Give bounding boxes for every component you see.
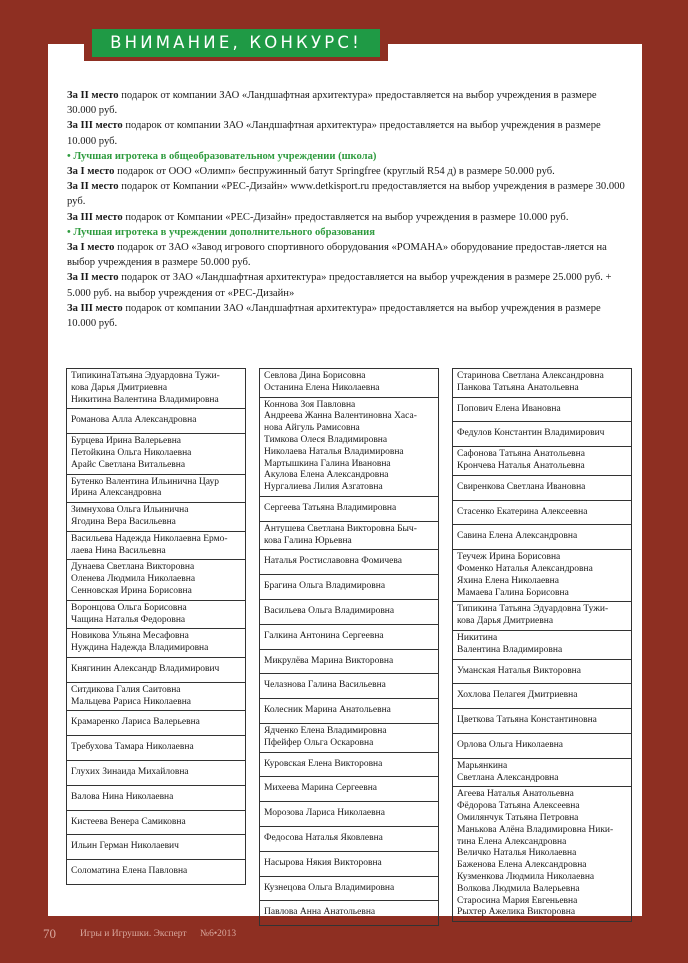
names-cell <box>260 900 438 925</box>
name-line: Колесник Марина Анатольевна <box>264 705 391 716</box>
name-line: Нуждина Надежда Владимировна <box>71 643 209 654</box>
name-line: Валентина Владимировна <box>457 644 563 655</box>
name-line: Фоменко Наталья Александровна <box>457 563 593 574</box>
prize-place: За II место <box>67 272 119 284</box>
prize-description: подарок от компании ЗАО «Ландшафтная архитектура» предоставляется на выбор учреждения в размере 30.000 руб. <box>67 90 597 117</box>
prize-place: За II место <box>67 90 119 101</box>
prize-place: За I место <box>67 242 115 254</box>
category-heading: • Лучшая игротека в учреждении дополнительного образования <box>67 226 375 238</box>
names-cell <box>260 826 438 851</box>
names-cell <box>453 708 631 733</box>
names-cell <box>67 859 245 884</box>
prize-place: За III место <box>67 120 123 132</box>
name-line: Ситдикова Галия Саитовна <box>71 684 181 695</box>
names-cell <box>453 421 631 446</box>
names-cell <box>260 397 438 496</box>
name-line: кова Галина Юрьевна <box>264 535 352 546</box>
names-cell <box>260 801 438 826</box>
names-cell <box>453 475 631 500</box>
name-line: кова Дарья Дмитриевна <box>71 382 168 393</box>
name-line: Новикова Ульяна Месафовна <box>71 631 189 642</box>
name-line: Светлана Александровна <box>457 772 559 783</box>
name-line: Васильева Ольга Владимировна <box>264 605 395 616</box>
banner-title: ВНИМАНИЕ, КОНКУРС! <box>92 29 380 57</box>
names-cell <box>453 397 631 422</box>
names-cell <box>260 752 438 777</box>
name-line: Глухих Зинаида Михайловна <box>71 766 189 777</box>
names-cell <box>67 474 245 503</box>
name-line: Теучеж Ирина Борисовна <box>457 552 561 563</box>
name-line: Орлова Ольга Николаевна <box>457 739 564 750</box>
name-line: Манькова Алёна Владимировна Ники- <box>457 824 614 835</box>
names-cell <box>67 682 245 711</box>
names-cell <box>67 810 245 835</box>
name-line: Никитина Валентина Владимировна <box>71 394 219 405</box>
name-line: Старинова Светлана Александровна <box>457 371 604 381</box>
name-line: Кузменкова Людмила Николаевна <box>457 871 595 882</box>
name-line: Зимнухова Ольга Ильинична <box>71 505 189 516</box>
name-line: Баженова Елена Александровна <box>457 860 587 871</box>
name-line: Хохлова Пелагея Дмитриевна <box>457 690 578 701</box>
names-column-1 <box>66 368 246 885</box>
names-cell <box>260 521 438 550</box>
name-line: Сергеева Татьяна Владимировна <box>264 502 397 513</box>
name-line: Севлова Дина Борисовна <box>264 371 366 381</box>
name-line: Волкова Людмила Валерьевна <box>457 883 580 894</box>
names-cell <box>67 657 245 682</box>
name-line: Никитина <box>457 632 498 643</box>
name-line: Галкина Антонина Сергеевна <box>264 630 384 641</box>
name-line: нова Айгуль Рамисовна <box>264 423 360 434</box>
names-cell <box>260 851 438 876</box>
prize-description: подарок от Компании «РЕС-Дизайн» www.detkisport.ru предоставляется на выбор учреждения в размере 30.000 руб. <box>67 181 625 208</box>
name-line: Яхина Елена Николаевна <box>457 575 559 586</box>
name-line: Микрулёва Марина Викторовна <box>264 655 394 666</box>
name-line: Фёдорова Татьяна Алексеевна <box>457 801 580 812</box>
name-line: Рыхтер Ажелика Викторовна <box>457 907 576 918</box>
name-line: Павлова Анна Анатольевна <box>264 907 376 918</box>
name-line: Княгинин Александр Владимирович <box>71 663 220 674</box>
name-line: Антушева Светлана Викторовна Быч- <box>264 523 417 534</box>
prize-description: подарок от ООО «Олимп» беспружинный батут Springfree (круглый R54 д) в размере 50.000 руб. <box>114 166 555 178</box>
name-line: Валова Нина Николаевна <box>71 791 174 802</box>
prize-place: За III место <box>67 302 123 314</box>
name-line: Типикина Татьяна Эдуардовна Тужи- <box>457 604 609 615</box>
names-cell <box>260 369 438 397</box>
name-line: Цветкова Татьяна Константиновна <box>457 715 597 726</box>
name-line: Воронцова Ольга Борисовна <box>71 602 187 613</box>
names-cell <box>453 786 631 921</box>
prize-description: подарок от ЗАО «Ландшафтная архитектура» предоставляется на выбор учреждения в размере 25.000 руб. + 5.000 руб. на выбор учреждения от «РЕС-Дизайн» <box>67 272 612 299</box>
name-line: Ядченко Елена Владимировна <box>264 725 387 736</box>
name-line: Николаева Наталья Владимировна <box>264 446 404 457</box>
name-line: Ирина Александровна <box>71 488 162 499</box>
names-cell <box>67 760 245 785</box>
footer <box>0 926 688 946</box>
names-cell <box>67 710 245 735</box>
intro-paragraph <box>67 225 627 240</box>
name-line: Мартышкина Галина Ивановна <box>264 458 391 469</box>
names-cell <box>260 876 438 901</box>
name-line: Андреева Жанна Валентиновна Хаса- <box>264 411 417 422</box>
name-line: Морозова Лариса Николаевна <box>264 808 385 819</box>
name-line: Мальцева Рариса Николаевна <box>71 696 191 707</box>
prize-description: подарок от компании ЗАО «Ландшафтная архитектура» предоставляется на выбор учреждения в размере 10.000 руб. <box>67 302 601 330</box>
names-cell <box>453 500 631 525</box>
prize-description: подарок от компании ЗАО «Ландшафтная архитектура» предоставляется на выбор учреждения в размере 10.000 руб. <box>67 120 601 147</box>
names-cell <box>260 624 438 649</box>
name-line: Ягодина Вера Васильевна <box>71 516 176 527</box>
names-cell <box>67 559 245 599</box>
names-cell <box>260 599 438 624</box>
names-cell <box>67 735 245 760</box>
names-cell <box>67 502 245 531</box>
name-line: ТипикинаТатьяна Эдуардовна Тужи- <box>71 371 220 381</box>
name-line: Тимкова Олеся Владимировна <box>264 434 388 445</box>
name-line: Величко Наталья Николаевна <box>457 848 577 859</box>
page-number: 70 <box>43 926 56 941</box>
names-cell <box>67 433 245 473</box>
prize-description: подарок от Компании «РЕС-Дизайн» предоставляется на выбор учреждения в размере 10.000 руб. <box>122 211 569 223</box>
names-cell <box>67 834 245 859</box>
name-line: Кузнецова Ольга Владимировна <box>264 882 395 893</box>
names-column-3 <box>452 368 632 922</box>
name-line: Наталья Ростиславовна Фомичева <box>264 556 402 567</box>
name-line: Арайс Светлана Витальевна <box>71 459 186 470</box>
name-line: Крончева Наталья Анатольевна <box>457 460 585 471</box>
names-cell <box>260 549 438 574</box>
name-line: Куровская Елена Викторовна <box>264 758 383 769</box>
name-line: Федулов Константин Владимирович <box>457 428 605 439</box>
name-line: Бурцева Ирина Валерьевна <box>71 436 182 447</box>
name-line: Бутенко Валентина Ильинична Цаур <box>71 476 220 487</box>
intro-paragraph <box>67 164 627 179</box>
name-line: Васильева Надежда Николаевна Ермо- <box>71 533 228 544</box>
names-cell <box>453 683 631 708</box>
names-cell <box>260 723 438 752</box>
name-line: Брагина Ольга Владимировна <box>264 581 386 592</box>
name-line: Требухова Тамара Николаевна <box>71 742 194 753</box>
name-line: Стасенко Екатерина Алексеевна <box>457 506 588 517</box>
name-line: Пфейфер Ольга Оскаровна <box>264 737 374 748</box>
prize-place: За III место <box>67 211 123 223</box>
name-line: Коннова Зоя Павловна <box>264 399 356 410</box>
name-line: кова Дарья Дмитриевна <box>457 616 554 627</box>
names-column-2 <box>259 368 439 926</box>
name-line: Марьянкина <box>457 760 508 771</box>
names-cell <box>67 531 245 560</box>
name-line: Акулова Елена Александровна <box>264 470 389 481</box>
intro-paragraph <box>67 179 627 209</box>
intro-paragraph <box>67 88 627 118</box>
name-line: Насырова Някия Викторовна <box>264 857 382 868</box>
publication-name: Игры и Игрушки. Эксперт <box>80 929 187 939</box>
name-line: Омилянчук Татьяна Петровна <box>457 812 579 823</box>
category-heading: • Лучшая игротека в общеобразовательном учреждении (школа) <box>67 150 377 162</box>
names-cell <box>260 574 438 599</box>
name-line: Челазнова Галина Васильевна <box>264 680 386 691</box>
name-line: Соломатина Елена Павловна <box>71 866 188 877</box>
names-cell <box>67 369 245 408</box>
names-cell <box>260 649 438 674</box>
names-cell <box>453 758 631 787</box>
names-cell <box>453 369 631 397</box>
name-line: Нургалиева Лилия Азгатовна <box>264 482 383 493</box>
intro-paragraph <box>67 118 627 148</box>
intro-paragraph <box>67 210 627 225</box>
prize-place: За I место <box>67 166 115 178</box>
issue-number: №6•2013 <box>200 929 237 939</box>
names-cell <box>260 496 438 521</box>
names-cell <box>67 785 245 810</box>
intro-paragraph <box>67 301 627 331</box>
names-cell <box>453 630 631 659</box>
name-line: Крамаренко Лариса Валерьевна <box>71 717 200 728</box>
name-line: Ильин Герман Николаевич <box>71 841 179 852</box>
name-line: Петойкина Ольга Николаевна <box>71 447 192 458</box>
names-cell <box>453 446 631 475</box>
name-line: Панкова Татьяна Анатольевна <box>457 382 579 393</box>
name-line: Михеева Марина Сергеевна <box>264 783 378 794</box>
name-line: лаева Нина Васильевна <box>71 545 166 556</box>
name-line: Сенновская Ирина Борисовна <box>71 585 192 596</box>
intro-text <box>67 88 627 331</box>
names-cell <box>453 659 631 684</box>
names-cell <box>453 524 631 549</box>
name-line: Кистеева Венера Самиковна <box>71 816 186 827</box>
name-line: Попович Елена Ивановна <box>457 403 561 414</box>
intro-paragraph <box>67 270 627 300</box>
names-cell <box>453 549 631 601</box>
name-line: Останина Елена Николаевна <box>264 382 380 393</box>
names-cell <box>260 673 438 698</box>
name-line: Савина Елена Александровна <box>457 531 578 542</box>
name-line: Федосова Наталья Яковлевна <box>264 832 383 843</box>
name-line: Уманская Наталья Викторовна <box>457 665 581 676</box>
name-line: Сафонова Татьяна Анатольевна <box>457 449 585 460</box>
name-line: тина Елена Александровна <box>457 836 567 847</box>
name-line: Свиренкова Светлана Ивановна <box>457 481 586 492</box>
name-line: Чащина Наталья Федоровна <box>71 614 186 625</box>
names-cell <box>67 628 245 657</box>
intro-paragraph <box>67 240 627 270</box>
prize-place: За II место <box>67 181 119 193</box>
names-cell <box>453 601 631 630</box>
name-line: Мамаева Галина Борисовна <box>457 587 569 598</box>
intro-paragraph <box>67 149 627 164</box>
prize-description: подарок от ЗАО «Завод игрового спортивного оборудования «РОМАНА» оборудование предостав-ляется на выбор учреждения в размере 50.000 руб. <box>67 242 607 269</box>
name-line: Оленева Людмила Николаевна <box>71 574 196 585</box>
name-line: Старосина Мария Евгеньевна <box>457 895 578 906</box>
name-line: Агеева Наталья Анатольевна <box>457 789 574 800</box>
name-line: Романова Алла Александровна <box>71 415 197 426</box>
name-line: Дунаева Светлана Викторовна <box>71 562 195 573</box>
names-cell <box>67 408 245 433</box>
names-cell <box>260 698 438 723</box>
names-cell <box>260 776 438 801</box>
names-cell <box>67 600 245 629</box>
names-cell <box>453 733 631 758</box>
